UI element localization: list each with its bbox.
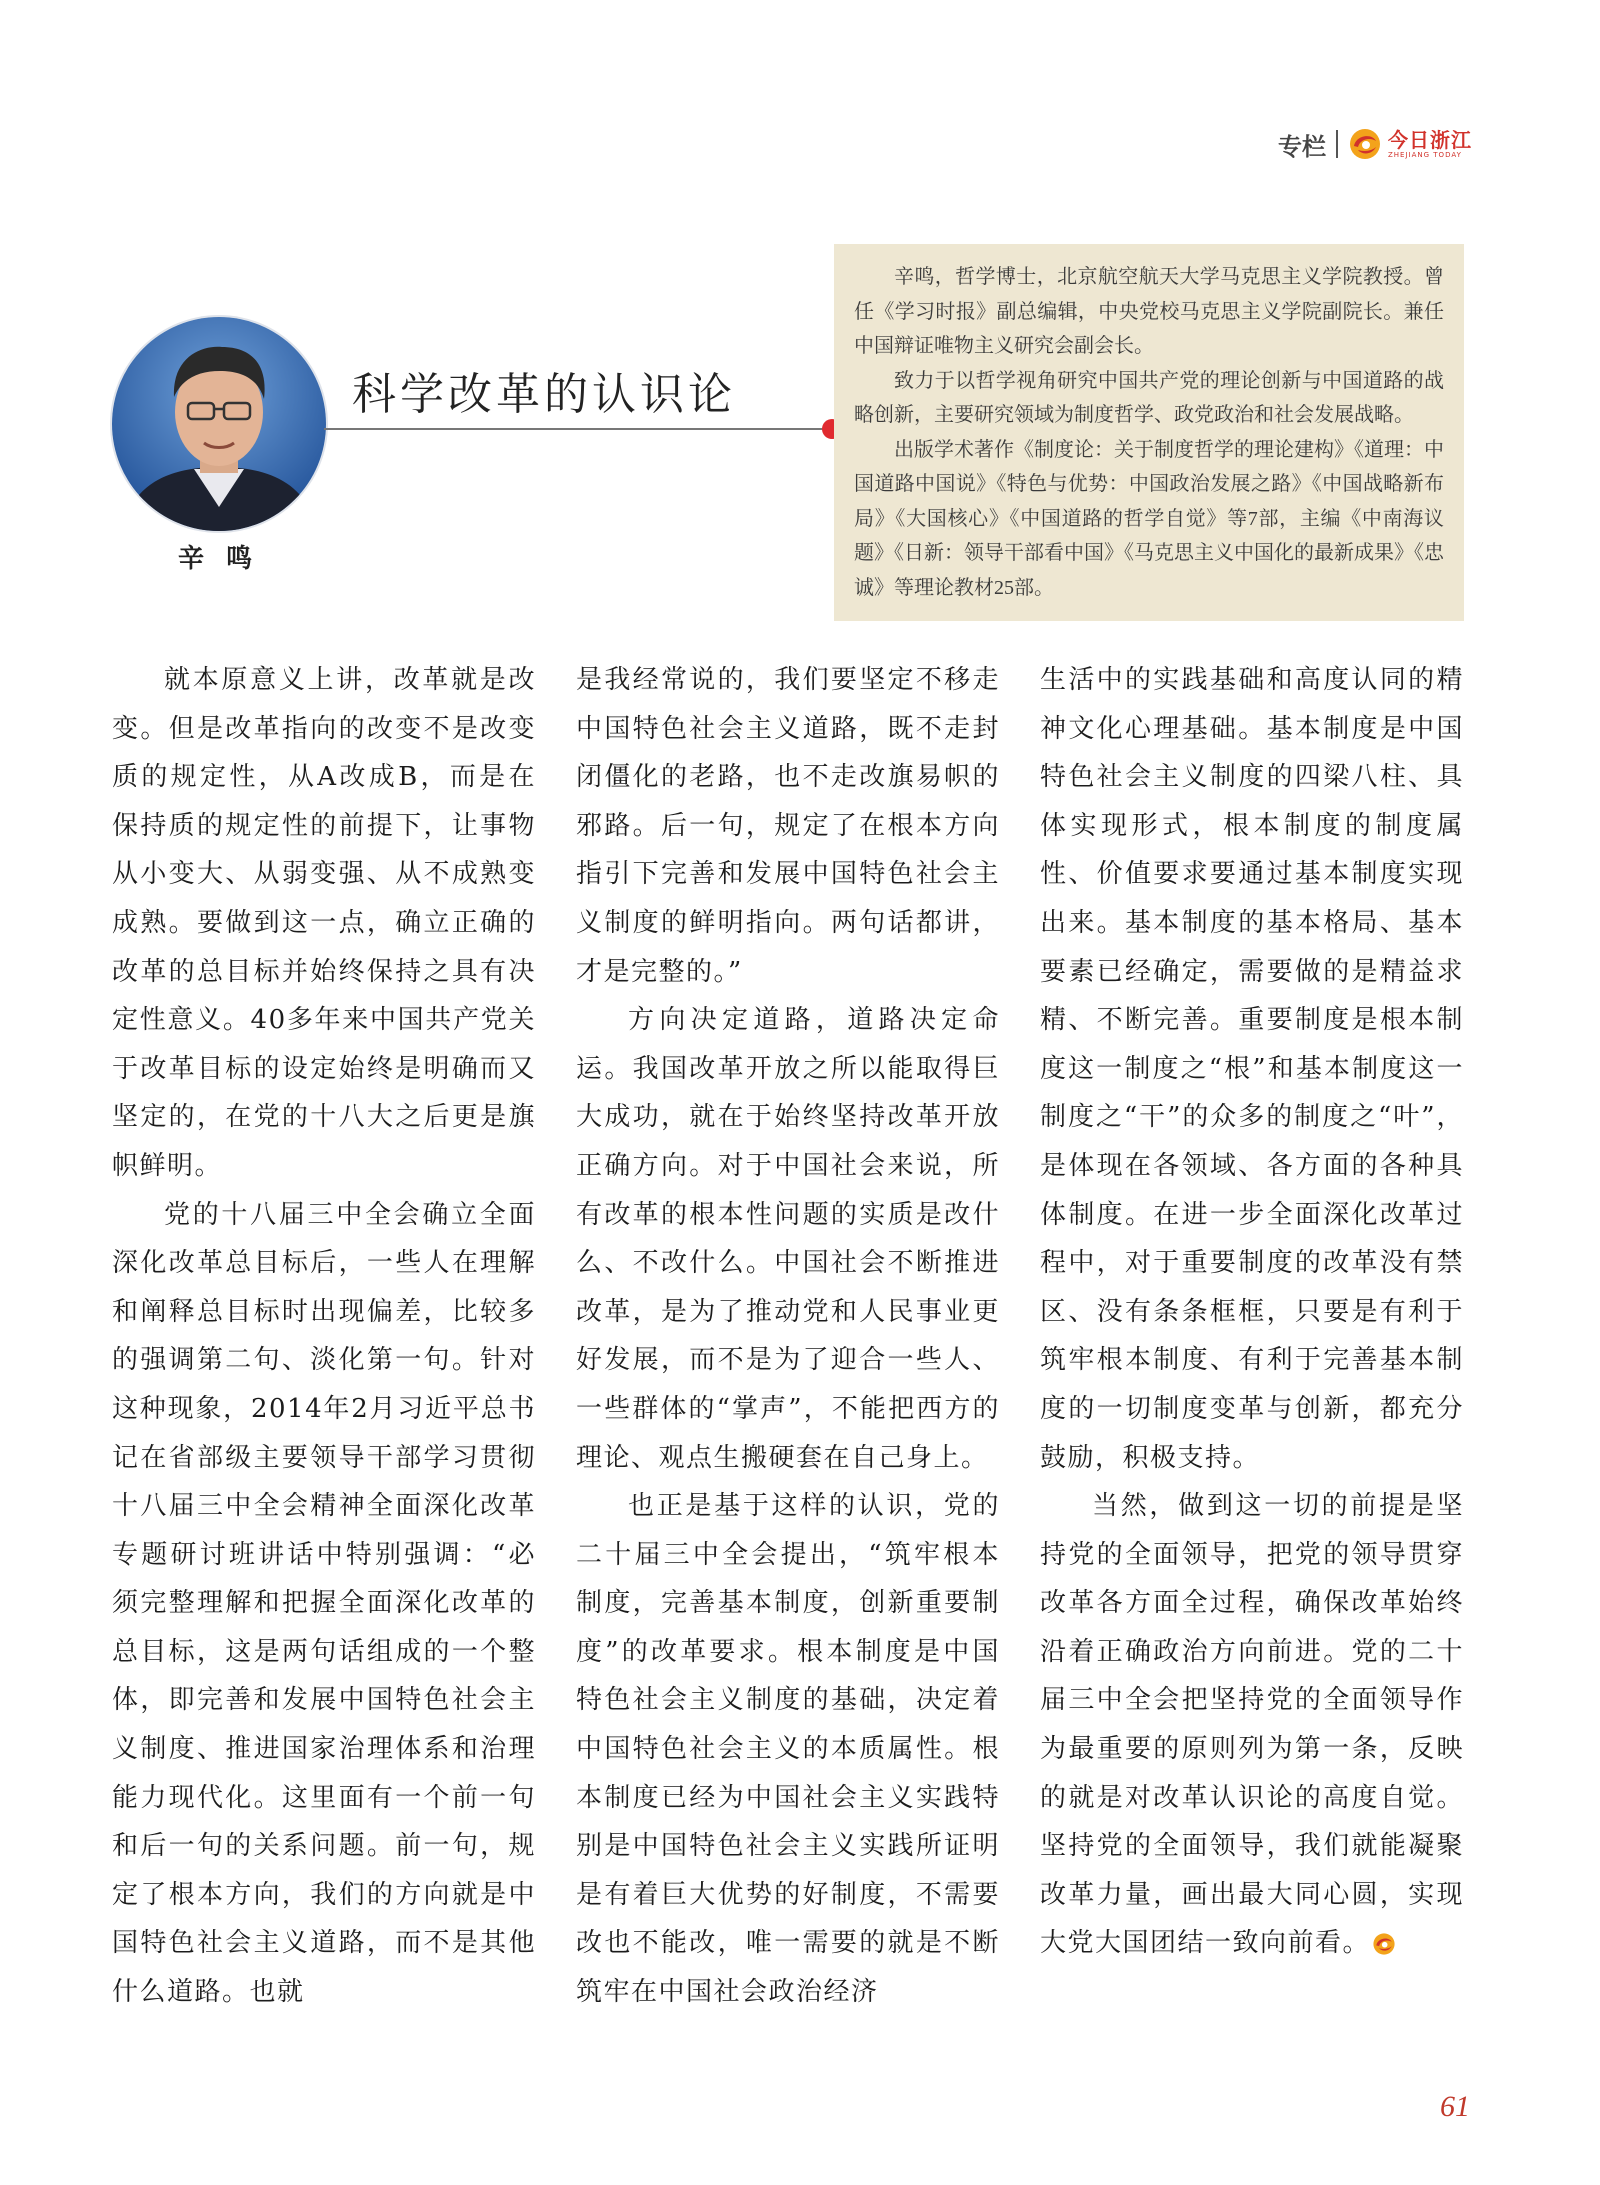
article-title: 科学改革的认识论: [352, 369, 736, 420]
title-rule: [324, 428, 826, 430]
swirl-logo-icon: [1348, 127, 1382, 161]
body-column-2: [576, 656, 1000, 2017]
body-column-1: [112, 656, 536, 2017]
body-paragraph: 方向决定道路，道路决定命运。我国改革开放之所以能取得巨大成功，就在于始终坚持改革开放正确方向。对于中国社会来说，所有改革的根本性问题的实质是改什么、不改什么。中国社会不断推进改革，是为了推动党和人民事业更好发展，而不是为了迎合一些人、一些群体的“掌声”，不能把西方的理论、观点生搬硬套在自己身上。: [576, 1005, 1000, 1473]
author-name: 辛鸣: [178, 544, 275, 574]
bio-paragraph: 出版学术著作《制度论：关于制度哲学的理论建构》《道理：中国道路中国说》《特色与优势：中国政治发展之路》《中国战略新布局》《大国核心》《中国道路的哲学自觉》等7部，主编《中南海议题》《日新：领导干部看中国》《马克思主义中国化的最新成果》《忠诚》等理论教材25部。: [854, 438, 1444, 599]
body-paragraph-continued: 生活中的实践基础和高度认同的精神文化心理基础。基本制度是中国特色社会主义制度的四梁八柱、具体实现形式，根本制度的制度属性、价值要求要通过基本制度实现出来。基本制度的基本格局、基本要素已经确定，需要做的是精益求精、不断完善。重要制度是根本制度这一制度之“根”和基本制度这一制度之“干”的众多的制度之“叶”，是体现在各领域、各方面的各种具体制度。在进一步全面深化改革过程中，对于重要制度的改革没有禁区、没有条条框框，只要是有利于筑牢根本制度、有利于完善基本制度的一切制度变革与创新，都充分鼓励，积极支持。: [1040, 665, 1464, 1473]
section-label: 专栏: [1278, 132, 1326, 161]
page-number: 61: [1440, 2090, 1470, 2123]
author-bio: [834, 244, 1464, 621]
body-column-3: [1040, 656, 1464, 1968]
header-divider: [1336, 130, 1338, 158]
body-paragraph-text: 当然，做到这一切的前提是坚持党的全面领导，把党的领导贯穿改革各方面全过程，确保改革始终沿着正确政治方向前进。党的二十届三中全会把坚持党的全面领导作为最重要的原则列为第一条，反映的就是对改革认识论的高度自觉。坚持党的全面领导，我们就能凝聚改革力量，画出最大同心圆，实现大党大国团结一致向前看。: [1040, 1491, 1464, 1959]
page-header: [1278, 124, 1472, 164]
body-paragraph: 党的十八届三中全会确立全面深化改革总目标后，一些人在理解和阐释总目标时出现偏差，比较多的强调第二句、淡化第一句。针对这种现象，2014年2月习近平总书记在省部级主要领导干部学习贯彻十八届三中全会精神全面深化改革专题研讨班讲话中特别强调：“必须完整理解和把握全面深化改革的总目标，这是两句话组成的一个整体，即完善和发展中国特色社会主义制度、推进国家治理体系和治理能力现代化。这里面有一个前一句和后一句的关系问题。前一句，规定了根本方向，我们的方向就是中国特色社会主义道路，而不是其他什么道路。也就: [112, 1199, 536, 2008]
body-paragraph: 也正是基于这样的认识，党的二十届三中全会提出，“筑牢根本制度，完善基本制度，创新重要制度”的改革要求。根本制度是中国特色社会主义制度的基础，决定着中国特色社会主义的本质属性。根本制度已经为中国社会主义实践特别是中国特色社会主义实践所证明是有着巨大优势的好制度，不需要改也不能改，唯一需要的就是不断筑牢在中国社会政治经济: [576, 1491, 1000, 2008]
bio-paragraph: 致力于以哲学视角研究中国共产党的理论创新与中国道路的战略创新，主要研究领域为制度哲学、政党政治和社会发展战略。: [854, 369, 1444, 426]
author-portrait: [112, 317, 326, 531]
bio-paragraph: 辛鸣，哲学博士，北京航空航天大学马克思主义学院教授。曾任《学习时报》副总编辑，中央党校马克思主义学院副院长。兼任中国辩证唯物主义研究会副会长。: [854, 266, 1444, 357]
body-paragraph-last: [1040, 1482, 1464, 1968]
body-paragraph: 就本原意义上讲，改革就是改变。但是改革指向的改变不是改变质的规定性，从A改成B，而是在保持质的规定性的前提下，让事物从小变大、从弱变强、从不成熟变成熟。要做到这一点，确立正确的改革的总目标并始终保持之具有决定性意义。40多年来中国共产党关于改革目标的设定始终是明确而又坚定的，在党的十八大之后更是旗帜鲜明。: [112, 665, 536, 1181]
logo-english: ZHEJIANG TODAY: [1388, 150, 1462, 159]
body-paragraph-continued: 是我经常说的，我们要坚定不移走中国特色社会主义道路，既不走封闭僵化的老路，也不走改旗易帜的邪路。后一句，规定了在根本方向指引下完善和发展中国特色社会主义制度的鲜明指向。两句话都讲，才是完整的。”: [576, 665, 1000, 987]
logo-name: 今日浙江: [1388, 127, 1472, 152]
end-swirl-icon: [1372, 1932, 1396, 1956]
publication-logo: [1348, 127, 1472, 161]
